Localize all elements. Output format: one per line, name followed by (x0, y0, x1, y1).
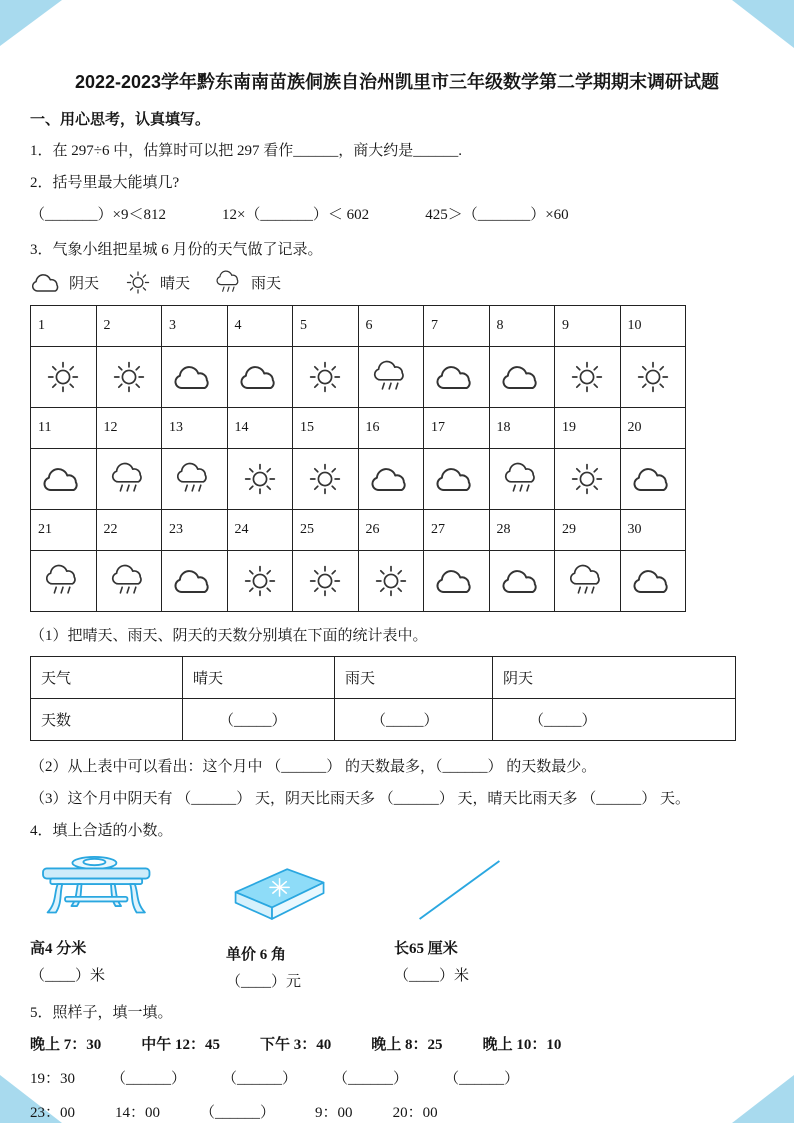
q5-entry: 20：00 (392, 1104, 438, 1121)
q2-expression-1: （_______）×9＜812 (30, 206, 166, 223)
stats-table (30, 656, 736, 741)
q4-item-line (394, 851, 604, 991)
question-2-expressions (30, 203, 764, 224)
calendar-day: 17 (424, 407, 490, 448)
weather-cloud-icon (620, 550, 686, 611)
weather-cloud-icon (424, 448, 490, 509)
calendar-day: 10 (620, 305, 686, 346)
calendar-day: 29 (555, 509, 621, 550)
calendar-day: 15 (293, 407, 359, 448)
weather-cloud-icon (358, 448, 424, 509)
weather-legend (30, 270, 764, 295)
q5-row3 (30, 1101, 764, 1122)
calendar-day: 13 (162, 407, 228, 448)
weather-sun-icon (227, 550, 293, 611)
stats-header-rainy: 雨天 (335, 656, 493, 698)
q5-entry: 19：30 (30, 1070, 76, 1087)
weather-rain-icon (162, 448, 228, 509)
weather-sun-icon (31, 346, 97, 407)
calendar-day: 26 (358, 509, 424, 550)
q5-row1 (30, 1033, 764, 1054)
stats-header-sunny: 晴天 (183, 656, 335, 698)
weather-sun-icon (96, 346, 162, 407)
weather-rain-icon (96, 550, 162, 611)
legend-overcast-label: 阴天 (69, 275, 100, 292)
stats-blank-overcast: （_____） (493, 698, 736, 740)
calendar-day: 8 (489, 305, 555, 346)
q4-label-price: 单价 6 角 (226, 946, 287, 963)
question-3-sub-1: （1）把晴天、雨天、阴天的天数分别填在下面的统计表中。 (30, 627, 428, 644)
tea-table-image (30, 851, 168, 929)
q5-entry: （______） (200, 1104, 276, 1121)
weather-rain-icon (489, 448, 555, 509)
weather-rain-icon (555, 550, 621, 611)
stats-blank-rainy: （_____） (335, 698, 493, 740)
q5-entry: （______） (333, 1070, 409, 1087)
question-5-prompt: 5．照样子，填一填。 (30, 1004, 173, 1021)
q4-blank-meters-1: （____）米 (30, 967, 106, 984)
q2-expression-3: 425＞（_______）×60 (425, 206, 569, 223)
legend-rainy (212, 270, 281, 295)
q5-entry: 中午 12：45 (141, 1036, 221, 1053)
weather-sun-icon (555, 448, 621, 509)
question-2-prompt: 2．括号里最大能填几? (30, 174, 180, 191)
weather-sun-icon (293, 346, 359, 407)
q4-blank-yuan: （____）元 (226, 973, 302, 990)
calendar-day: 28 (489, 509, 555, 550)
weather-sun-icon (293, 448, 359, 509)
weather-rain-icon (31, 550, 97, 611)
weather-rain-icon (358, 346, 424, 407)
calendar-day: 23 (162, 509, 228, 550)
question-3-sub-3: （3）这个月中阴天有 （______） 天，阴天比雨天多 （______） 天，晴天比雨天多 （______） 天。 (30, 790, 691, 807)
weather-sun-icon (358, 550, 424, 611)
question-1: 1．在 297÷6 中，估算时可以把 297 看作______，商大约是______. (30, 142, 462, 159)
exam-content (30, 72, 764, 1122)
q4-blank-meters-2: （____）米 (394, 967, 470, 984)
q4-item-table (30, 851, 226, 991)
weather-sun-icon (227, 448, 293, 509)
calendar-day: 24 (227, 509, 293, 550)
page-title: 2022-2023学年黔东南南苗族侗族自治州凯里市三年级数学第二学期期末调研试题 (74, 72, 720, 92)
calendar-day: 22 (96, 509, 162, 550)
q4-label-height: 高4 分米 (30, 940, 87, 957)
calendar-day: 20 (620, 407, 686, 448)
cloud-icon (30, 270, 64, 295)
calendar-day: 6 (358, 305, 424, 346)
calendar-day: 5 (293, 305, 359, 346)
weather-cloud-icon (424, 346, 490, 407)
calendar-day: 2 (96, 305, 162, 346)
snowflake-mark (270, 878, 289, 895)
weather-cloud-icon (162, 550, 228, 611)
q5-entry: 23：00 (30, 1104, 76, 1121)
line-segment-image (412, 851, 507, 929)
weather-calendar (30, 305, 686, 612)
weather-cloud-icon (620, 448, 686, 509)
q5-entry: （______） (111, 1070, 187, 1087)
weather-sun-icon (620, 346, 686, 407)
weather-rain-icon (96, 448, 162, 509)
calendar-day: 27 (424, 509, 490, 550)
legend-overcast (30, 270, 99, 295)
calendar-day: 1 (31, 305, 97, 346)
weather-cloud-icon (489, 346, 555, 407)
q4-label-length: 长65 厘米 (394, 940, 458, 957)
calendar-day: 21 (31, 509, 97, 550)
stats-data-row (31, 698, 736, 740)
q5-entry: 晚上 7：30 (30, 1036, 102, 1053)
corner-decoration-top-left (0, 0, 62, 46)
calendar-day: 30 (620, 509, 686, 550)
question-3-prompt: 3．气象小组把星城 6 月份的天气做了记录。 (30, 241, 323, 258)
calendar-day: 3 (162, 305, 228, 346)
calendar-day: 9 (555, 305, 621, 346)
corner-decoration-top-right (732, 0, 794, 48)
legend-sunny-label: 晴天 (160, 275, 191, 292)
weather-cloud-icon (489, 550, 555, 611)
stats-header-row (31, 656, 736, 698)
calendar-day: 11 (31, 407, 97, 448)
q5-row2 (30, 1067, 764, 1088)
q5-entry: （______） (444, 1070, 520, 1087)
rain-icon (212, 270, 246, 295)
q5-entry: （______） (222, 1070, 298, 1087)
weather-cloud-icon (31, 448, 97, 509)
question-4-figures (30, 851, 764, 991)
weather-cloud-icon (162, 346, 228, 407)
legend-sunny (121, 270, 190, 295)
stats-blank-sunny: （_____） (183, 698, 335, 740)
stats-header-weather: 天气 (31, 656, 183, 698)
calendar-day: 4 (227, 305, 293, 346)
legend-rainy-label: 雨天 (251, 275, 282, 292)
weather-sun-icon (293, 550, 359, 611)
q5-entry: 下午 3：40 (260, 1036, 332, 1053)
question-4-prompt: 4．填上合适的小数。 (30, 822, 173, 839)
calendar-day: 14 (227, 407, 293, 448)
q5-entry: 9：00 (315, 1104, 353, 1121)
q5-entry: 14：00 (115, 1104, 161, 1121)
stats-row-label: 天数 (31, 698, 183, 740)
section-1-heading: 一、用心思考，认真填写。 (30, 111, 211, 128)
q5-entry: 晚上 10：10 (482, 1036, 562, 1053)
calendar-day: 25 (293, 509, 359, 550)
weather-sun-icon (555, 346, 621, 407)
q5-entry: 晚上 8：25 (371, 1036, 443, 1053)
calendar-day: 7 (424, 305, 490, 346)
eraser-image (226, 857, 336, 935)
q4-item-eraser (226, 851, 394, 991)
question-3-sub-2: （2）从上表中可以看出：这个月中 （______） 的天数最多，（______） 的天数最少。 (30, 758, 597, 775)
weather-cloud-icon (424, 550, 490, 611)
calendar-day: 18 (489, 407, 555, 448)
calendar-day: 16 (358, 407, 424, 448)
sun-icon (121, 270, 155, 295)
weather-cloud-icon (227, 346, 293, 407)
calendar-day: 19 (555, 407, 621, 448)
stats-header-overcast: 阴天 (493, 656, 736, 698)
q2-expression-2: 12×（_______）＜ 602 (221, 206, 370, 223)
calendar-day: 12 (96, 407, 162, 448)
